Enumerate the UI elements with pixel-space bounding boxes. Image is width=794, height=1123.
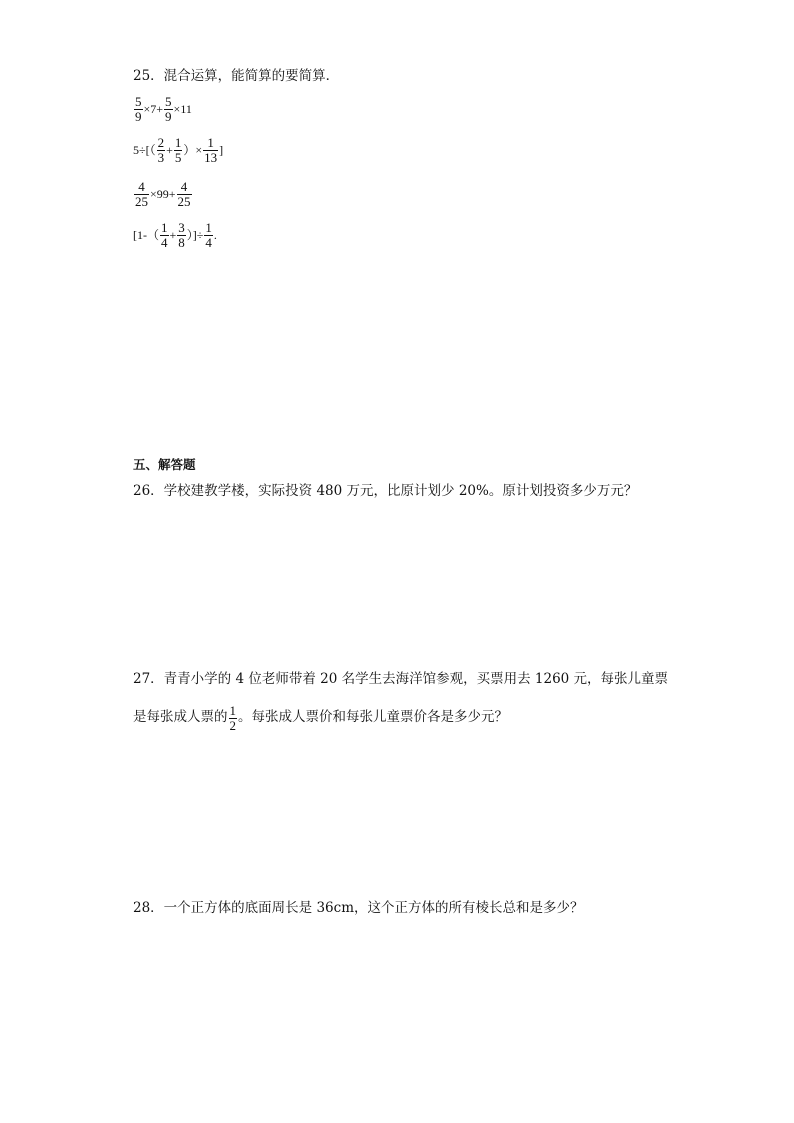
- q28-text: 28．一个正方体的底面周长是 36cm，这个正方体的所有棱长总和是多少？: [133, 900, 584, 916]
- expr-text: ）]÷: [186, 228, 204, 243]
- q25-expression-1: [133, 95, 192, 123]
- q27-line-2-post: 。每张成人票价和每张儿童票价各是多少元？: [238, 709, 508, 726]
- q25-expression-4: [133, 221, 217, 249]
- q25-intro-text: 25．混合运算，能简算的要简算．: [133, 68, 340, 84]
- q25-expression-2: [133, 136, 223, 164]
- fraction: $\frac{2}{3}$: [157, 135, 165, 165]
- expr-text: [1-（: [133, 228, 159, 243]
- expr-text: +: [169, 228, 177, 243]
- expr-text: ×7+: [143, 102, 164, 117]
- expr-text: .: [213, 228, 217, 243]
- fraction: $\frac{1}{5}$: [174, 135, 182, 165]
- fraction: $\frac{4}{25}$: [177, 179, 191, 209]
- fraction: $\frac{5}{9}$: [135, 94, 142, 124]
- q27-line-2: [133, 704, 508, 732]
- expr-text: ×11: [173, 102, 192, 117]
- expr-text: ×99+: [150, 187, 176, 202]
- q27-line-1-text: 27．青青小学的 4 位老师带着 20 名学生去海洋馆参观，买票用去 1260 元，每张儿童票: [133, 671, 669, 687]
- q25-expression-3: [133, 180, 193, 208]
- expr-text: ）×: [183, 143, 203, 158]
- q27-line-2-pre: 是每张成人票的: [133, 709, 228, 726]
- expr-text: ]: [219, 143, 224, 158]
- fraction: $\frac{5}{9}$: [165, 94, 172, 124]
- fraction: $\frac{1}{4}$: [161, 220, 168, 250]
- fraction: $\frac{3}{8}$: [178, 220, 185, 250]
- fraction: $\frac{4}{25}$: [135, 179, 148, 209]
- q26-text: 26．学校建教学楼，实际投资 480 万元，比原计划少 20%。原计划投资多少万元？: [133, 483, 638, 499]
- q25-intro: [133, 70, 339, 84]
- section-heading: [133, 459, 196, 472]
- expr-text: +: [166, 143, 173, 158]
- expr-text: 5÷[（: [133, 143, 156, 158]
- q26: [133, 485, 637, 499]
- fraction: $\frac{1}{13}$: [204, 135, 218, 165]
- fraction: $\frac{1}{4}$: [205, 220, 212, 250]
- q27-line-1: [133, 673, 668, 687]
- q28: [133, 902, 584, 916]
- section-heading-text: 五、解答题: [133, 457, 196, 472]
- fraction: $\frac{1}{2}$: [229, 703, 236, 733]
